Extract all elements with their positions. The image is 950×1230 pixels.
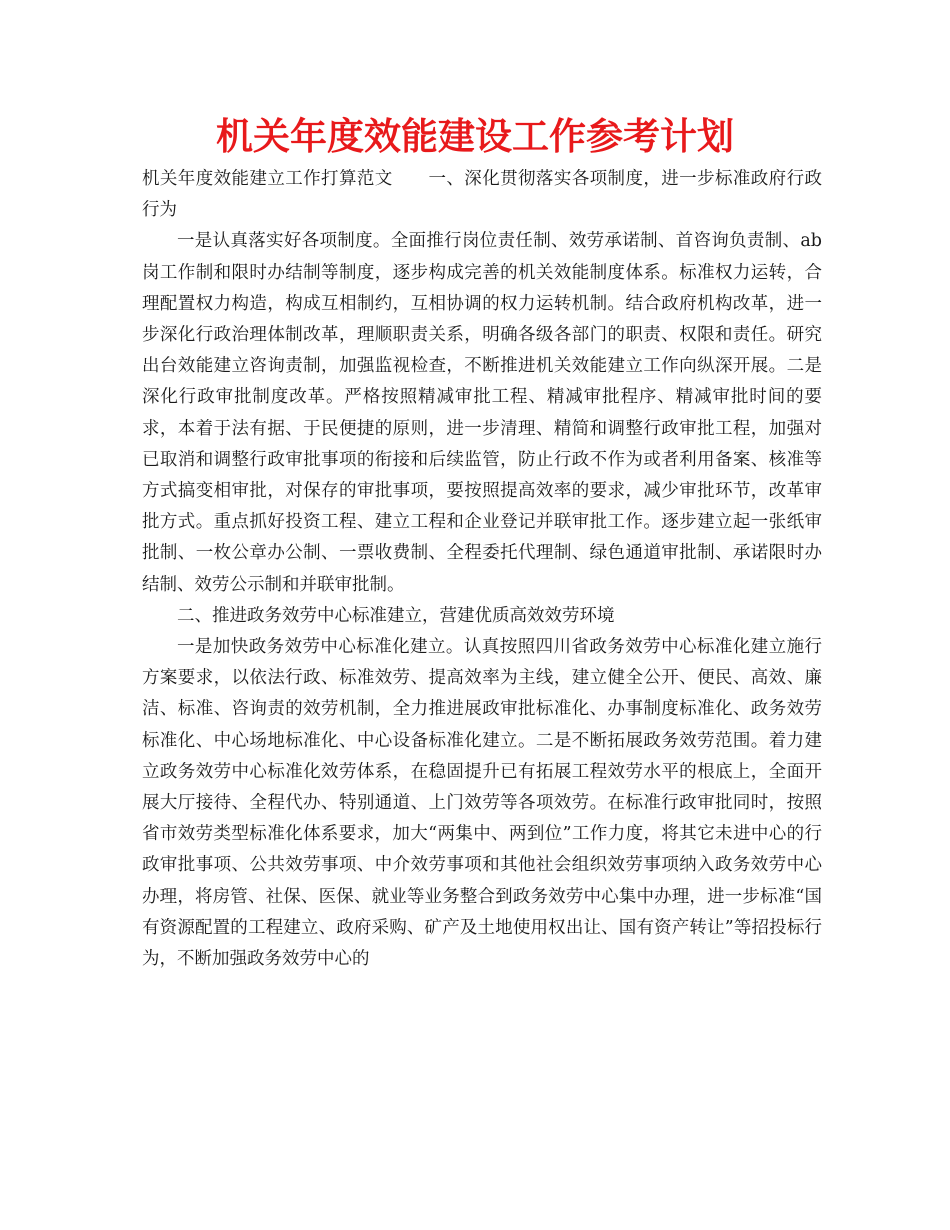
paragraph-intro: 机关年度效能建立工作打算范文 一、深化贯彻落实各项制度，进一步标准政府行政行为: [142, 169, 822, 221]
paragraph-3: 一是加快政务效劳中心标准化建立。认真按照四川省政务效劳中心标准化建立施行方案要求，以依法行政、标准效劳、提高效率为主线，建立健全公开、便民、高效、廉洁、标准、咨询责的效劳机制，全力推进展政审批标准化、办事制度标准化、政务效劳标准化、中心场地标准化、中心设备标准化建立。二是不断拓展政务效劳范围。着力建立政务效劳中心标准化效劳体系，在稳固提升已有拓展工程效劳水平的根底上，全面开展大厅接待、全程代办、特别通道、上门效劳等各项效劳。在标准行政审批同时，按照省市效劳类型标准化体系要求，加大“两集中、两到位”工作力度，将其它未进中心的行政审批事项、公共效劳事项、中介效劳事项和其他社会组织效劳事项纳入政务效劳中心办理，将房管、社保、医保、就业等业务整合到政务效劳中心集中办理，进一步标准“国有资源配置的工程建立、政府采购、矿产及土地使用权出让、国有资产转让”等招投标行为，不断加强政务效劳中心的: [142, 637, 822, 970]
paragraph-1: 一是认真落实好各项制度。全面推行岗位责任制、效劳承诺制、首咨询负责制、ab岗工作制和限时办结制等制度，逐步构成完善的机关效能制度体系。标准权力运转，合理配置权力构造，构成互相制约，互相协调的权力运转机制。结合政府机构改革，进一步深化行政治理体制改革，理顺职责关系，明确各级各部门的职责、权限和责任。研究出台效能建立咨询责制，加强监视检查，不断推进机关效能建立工作向纵深开展。二是深化行政审批制度改革。严格按照精减审批工程、精减审批程序、精减审批时间的要求，本着于法有据、于民便捷的原则，进一步清理、精简和调整行政审批工程，加强对已取消和调整行政审批事项的衔接和后续监管，防止行政不作为或者利用备案、核准等方式搞变相审批，对保存的审批事项，要按照提高效率的要求，减少审批环节，改革审批方式。重点抓好投资工程、建立工程和企业登记并联审批工作。逐步建立起一张纸审批制、一枚公章办公制、一票收费制、全程委托代理制、绿色通道审批制、承诺限时办结制、效劳公示制和并联审批制。: [142, 231, 822, 595]
document-body: [142, 164, 822, 975]
paragraph-2-heading: 二、推进政务效劳中心标准建立，营建优质高效效劳环境: [177, 605, 615, 626]
document-title: 机关年度效能建设工作参考计划: [216, 115, 734, 158]
